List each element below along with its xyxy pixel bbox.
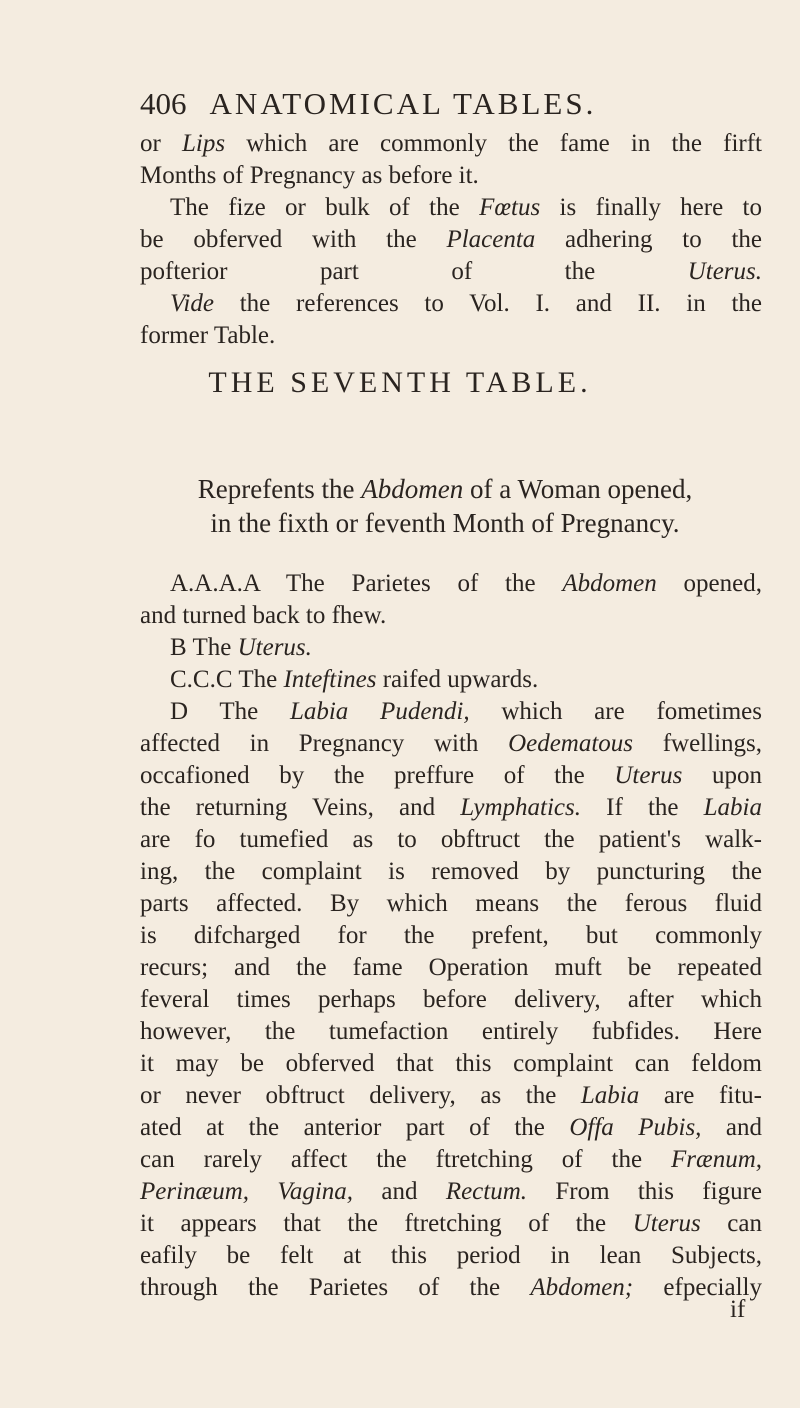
text-run: eafily be felt at this period in lean Subjects, <box>140 1242 762 1269</box>
text-line <box>140 824 762 856</box>
text-line <box>140 160 762 192</box>
text-line <box>140 256 762 288</box>
text-run: which are fometimes <box>469 698 762 725</box>
text-line <box>140 1048 762 1080</box>
text-run: the returning Veins, and <box>140 794 461 821</box>
text-run: feveral times perhaps before delivery, after which <box>140 986 762 1013</box>
section-heading: THE SEVENTH TABLE. <box>208 366 592 399</box>
italic-term: Rectum. <box>445 1178 528 1205</box>
text-run: in the fixth or feventh Month of Pregnancy. <box>210 508 680 538</box>
text-run: parts affected. By which means the ferous fluid <box>140 890 762 917</box>
text-run: affected in Pregnancy with <box>140 730 509 757</box>
text-run: it may be obferved that this complaint can feldom <box>140 1050 762 1077</box>
text-run: are fo tumefied as to obftruct the patient's walk- <box>140 826 762 853</box>
text-line <box>140 1080 762 1112</box>
text-run: it appears that the ftretching of the <box>140 1210 633 1237</box>
italic-term: Frænum, <box>671 1146 762 1173</box>
italic-term: Offa Pubis, <box>569 1114 702 1141</box>
text-line <box>140 984 762 1016</box>
text-run: ated at the anterior part of the <box>140 1114 570 1141</box>
italic-term: Abdomen <box>361 474 464 504</box>
text-line <box>140 128 762 160</box>
text-run: can rarely affect the ftretching of the <box>140 1146 672 1173</box>
text-line <box>140 952 762 984</box>
text-run: or <box>140 130 182 157</box>
text-line <box>140 1272 762 1304</box>
italic-term: Lymphatics. <box>460 794 581 821</box>
text-line <box>140 320 762 352</box>
text-run: fwellings, <box>633 730 762 757</box>
text-run: B The <box>170 634 238 661</box>
italic-term: Placenta <box>446 226 536 253</box>
paragraph-intro <box>140 128 762 352</box>
italic-term: Vagina, <box>277 1178 354 1205</box>
text-line <box>140 1176 762 1208</box>
text-run: be obferved with the <box>140 226 447 253</box>
text-run: C.C.C The <box>170 666 284 693</box>
text-run: From this figure <box>527 1178 762 1205</box>
text-run: If the <box>581 794 704 821</box>
text-line <box>140 1112 762 1144</box>
text-run: opened, <box>656 570 762 597</box>
text-line <box>140 1144 762 1176</box>
text-run: is finally here to <box>540 194 763 221</box>
italic-term: Labia <box>703 794 762 821</box>
text-run <box>249 1178 277 1205</box>
running-header <box>140 86 700 122</box>
text-run: through the Parietes of the <box>140 1274 531 1301</box>
text-line <box>140 568 762 600</box>
text-run: raifed upwards. <box>376 666 539 693</box>
text-line <box>140 760 762 792</box>
text-run: adhering to the <box>535 226 762 253</box>
italic-term: Uterus. <box>687 258 762 285</box>
text-line <box>140 192 762 224</box>
italic-term: Fœtus <box>479 194 541 221</box>
text-line <box>140 792 762 824</box>
text-line <box>140 920 762 952</box>
text-run: of a Woman opened, <box>463 474 693 504</box>
text-line <box>140 632 762 664</box>
text-run: Reprefents the <box>197 474 362 504</box>
italic-term: Uterus <box>632 1210 701 1237</box>
italic-term: Labia Pudendi, <box>289 698 470 725</box>
running-title: ANATOMICAL TABLES. <box>209 86 597 121</box>
italic-term: Abdomen <box>562 570 657 597</box>
text-run: recurs; and the fame Operation muft be repeated <box>140 954 762 981</box>
paragraph-table-explanation <box>140 568 762 1304</box>
text-run: and <box>701 1114 762 1141</box>
text-line <box>140 224 762 256</box>
text-line <box>140 728 762 760</box>
text-line <box>140 696 762 728</box>
text-run: can <box>700 1210 762 1237</box>
text-run: is difcharged for the prefent, but commonly <box>140 922 762 949</box>
text-line <box>138 472 752 506</box>
text-line <box>140 1208 762 1240</box>
text-run: occafioned by the preffure of the <box>140 762 615 789</box>
italic-term: Abdomen; <box>530 1274 634 1301</box>
page-number: 406 <box>140 86 187 121</box>
text-line <box>140 1240 762 1272</box>
text-run: ing, the complaint is removed by puncturing the <box>140 858 762 885</box>
italic-term: Lips <box>181 130 226 157</box>
italic-term: Labia <box>580 1082 640 1109</box>
text-run: upon <box>682 762 763 789</box>
text-line <box>140 1016 762 1048</box>
text-line <box>140 664 762 696</box>
text-run: are fitu- <box>639 1082 762 1109</box>
text-run: D The <box>170 698 290 725</box>
text-run: however, the tumefaction entirely fubfides. Here <box>140 1018 762 1045</box>
text-line <box>138 506 752 540</box>
italic-term: Inteftines <box>283 666 377 693</box>
italic-term: Oedematous <box>508 730 634 757</box>
text-run: Months of Pregnancy as before it. <box>140 162 479 189</box>
italic-term: Uterus <box>614 762 683 789</box>
text-line <box>140 888 762 920</box>
text-line <box>140 856 762 888</box>
section-subtitle <box>138 472 752 540</box>
text-run: A.A.A.A The Parietes of the <box>170 570 563 597</box>
italic-term: Uterus. <box>237 634 312 661</box>
text-line <box>140 600 762 632</box>
catchword: if <box>730 1296 746 1323</box>
text-run: pofterior part of the <box>140 258 688 285</box>
text-run: and turned back to fhew. <box>140 602 387 629</box>
text-run: the references to Vol. I. and II. in the <box>213 290 762 317</box>
italic-term: Vide <box>170 290 214 317</box>
text-run: former Table. <box>140 322 276 349</box>
text-line <box>140 288 762 320</box>
text-run: and <box>353 1178 446 1205</box>
text-run: which are commonly the fame in the firft <box>225 130 762 157</box>
italic-term: Perinæum, <box>140 1178 250 1205</box>
text-run: efpecially <box>633 1274 762 1301</box>
text-run: or never obftruct delivery, as the <box>140 1082 581 1109</box>
text-run: The fize or bulk of the <box>170 194 480 221</box>
